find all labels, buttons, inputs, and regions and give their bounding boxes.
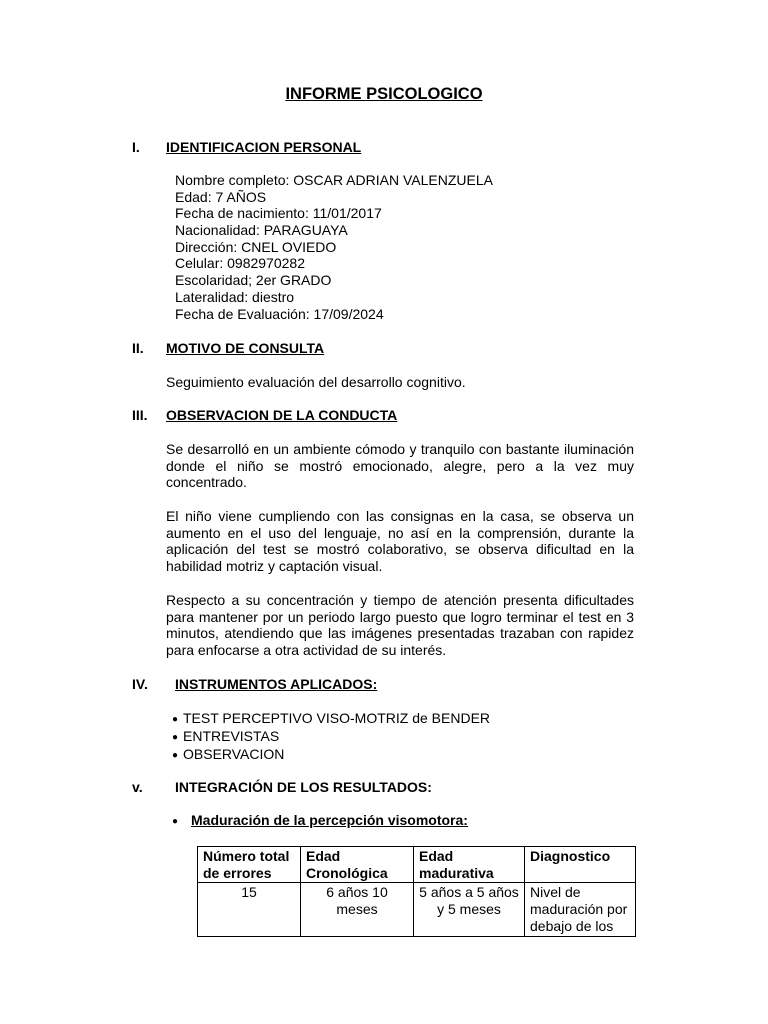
results-table	[197, 846, 636, 937]
table-cell: Nivel de maduración por debajo de los	[525, 883, 636, 936]
section-number: II.	[132, 340, 144, 356]
section-title: INTEGRACIÓN DE LOS RESULTADOS:	[175, 779, 432, 795]
section-title: OBSERVACION DE LA CONDUCTA	[166, 407, 398, 423]
page-title: INFORME PSICOLOGICO	[285, 85, 483, 103]
observacion-paragraph-3	[166, 592, 634, 659]
observacion-paragraph-1	[166, 441, 634, 491]
motivo-paragraph	[166, 374, 634, 391]
section-number: I.	[132, 139, 140, 155]
paragraph: Respecto a su concentración y tiempo de atención presenta dificultades para mantener por un periodo largo puesto que logro terminar el test en 3 minutos, atendiendo que las imágenes presentadas trazaban con rapidez para enfocarse a otra actividad de su interés.	[166, 592, 634, 659]
personal-info-block	[175, 172, 493, 322]
info-line: Dirección: CNEL OVIEDO	[175, 238, 337, 255]
table-cell: 6 años 10 meses	[301, 883, 414, 936]
section-number: III.	[132, 407, 148, 423]
section-number: IV.	[132, 676, 148, 692]
info-line: Nacionalidad: PARAGUAYA	[175, 222, 348, 239]
info-line: Nombre completo: OSCAR ADRIAN VALENZUELA	[175, 172, 493, 188]
integracion-subheading: ● Maduración de la percepción visomotora:	[172, 812, 468, 831]
column-header: Número total de errores	[198, 847, 301, 883]
column-header: Diagnostico	[525, 847, 636, 883]
table-cell: 15	[198, 883, 301, 936]
table-row	[198, 883, 636, 936]
list-item: ● TEST PERCEPTIVO VISO-MOTRIZ de BENDER	[172, 710, 490, 728]
info-line: Edad: 7 AÑOS	[175, 188, 267, 205]
column-header: Edad madurativa	[414, 847, 525, 883]
info-line: Fecha de nacimiento: 11/01/2017	[175, 205, 382, 222]
observacion-paragraph-2	[166, 508, 634, 575]
bullet-icon: ●	[172, 750, 179, 762]
info-line: Escolaridad; 2er GRADO	[175, 272, 332, 289]
table-cell: 5 años a 5 años y 5 meses	[414, 883, 525, 936]
bullet-icon: ●	[172, 714, 179, 725]
instrumentos-list	[172, 710, 490, 765]
bullet-icon: ●	[172, 732, 179, 744]
paragraph: Seguimiento evaluación del desarrollo cognitivo.	[166, 374, 466, 390]
info-line: Lateralidad: diestro	[175, 288, 295, 305]
section-title: INSTRUMENTOS APLICADOS:	[175, 676, 378, 692]
list-item: ● OBSERVACION	[172, 746, 490, 764]
column-header: Edad Cronológica	[301, 847, 414, 883]
info-line: Celular: 0982970282	[175, 255, 305, 272]
section-title: IDENTIFICACION PERSONAL	[166, 139, 362, 155]
section-title: MOTIVO DE CONSULTA	[166, 340, 325, 356]
paragraph: El niño viene cumpliendo con las consignas en la casa, se observa un aumento en el uso del lenguaje, no así en la comprensión, durante la aplicación del test se mostró colaborativo, se observa dificultad en la habilidad motriz y captación visual.	[166, 508, 634, 575]
list-item: ● ENTREVISTAS	[172, 728, 490, 746]
info-line: Fecha de Evaluación: 17/09/2024	[175, 305, 384, 322]
table-header-row	[198, 847, 636, 883]
section-number: v.	[132, 779, 143, 795]
paragraph: Se desarrolló en un ambiente cómodo y tranquilo con bastante iluminación donde el niño se mostró emocionado, alegre, pero a la vez muy concentrado.	[166, 441, 634, 491]
bullet-icon: ●	[172, 816, 179, 827]
